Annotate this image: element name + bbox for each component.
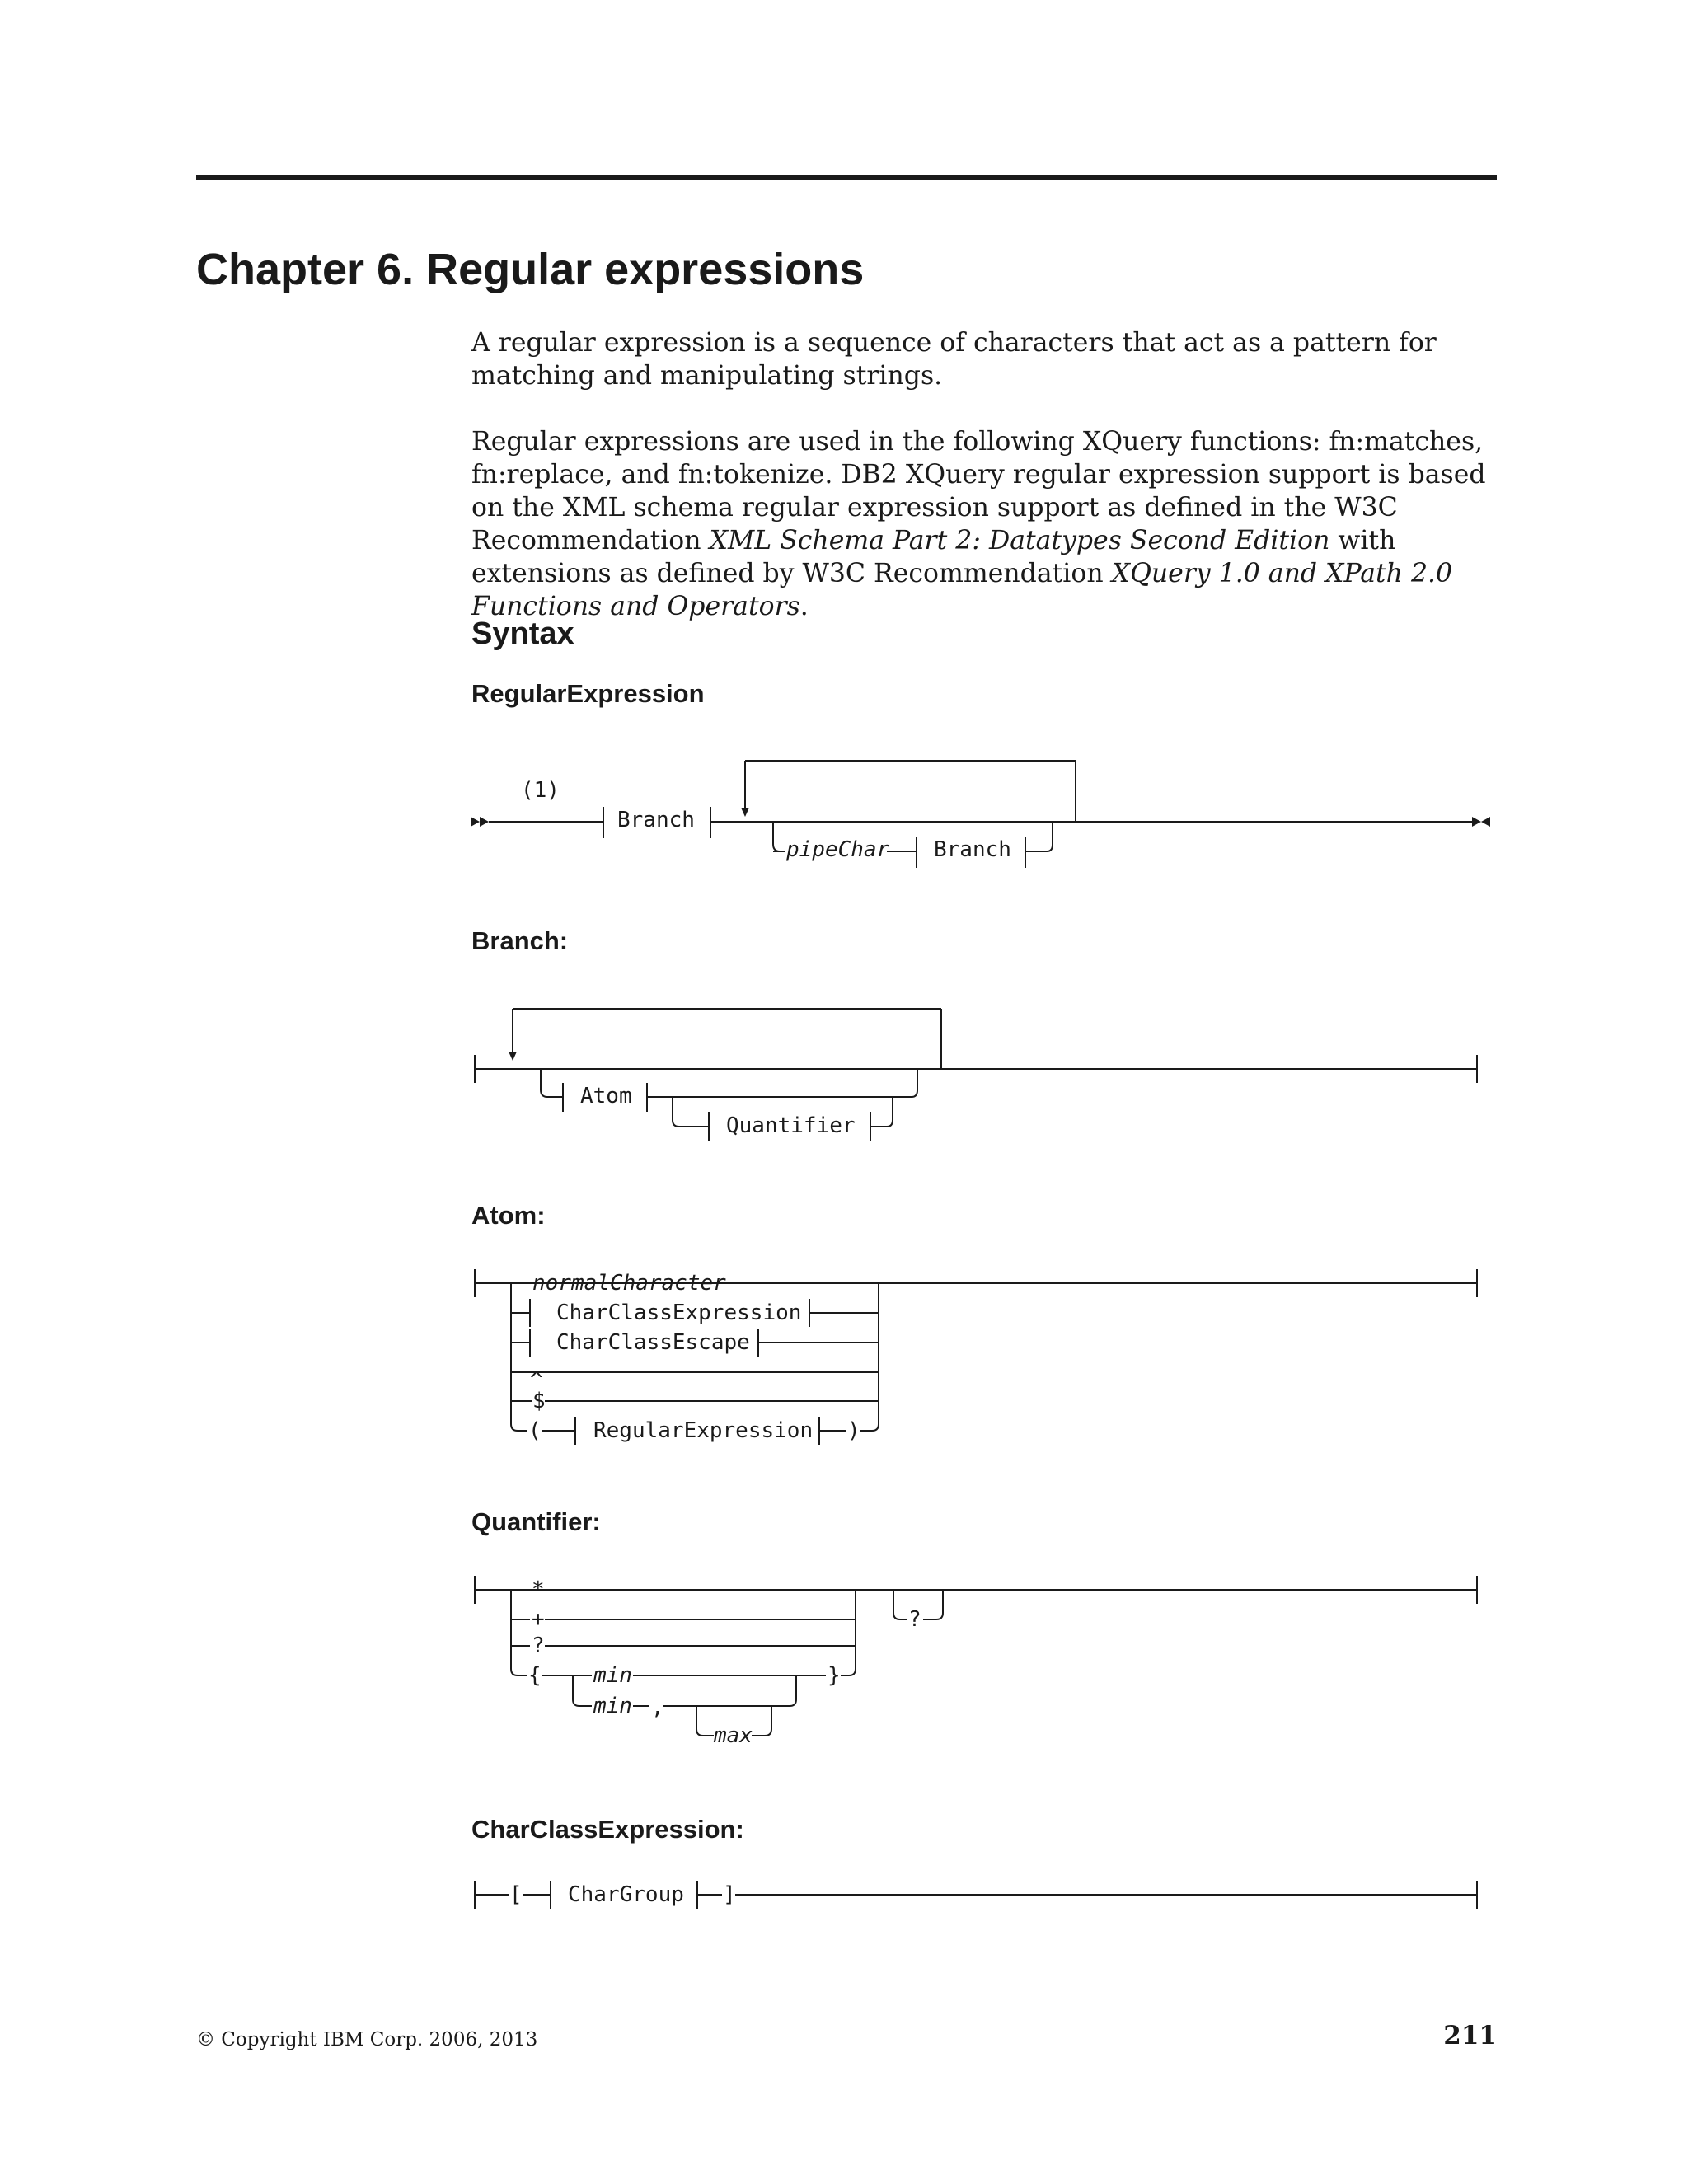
usage-text-part2: with extensions as defined by W3C Recommendation bbox=[471, 526, 1396, 588]
normal-character-terminal: normalCharacter bbox=[532, 1271, 726, 1296]
footnote-ref: (1) bbox=[521, 778, 560, 803]
char-group-nonterminal: CharGroup bbox=[568, 1882, 684, 1907]
plus-terminal: + bbox=[532, 1607, 545, 1632]
open-brace-terminal: { bbox=[528, 1663, 542, 1688]
min-with-comma-terminal: min bbox=[593, 1694, 632, 1718]
close-bracket-terminal: ] bbox=[723, 1882, 736, 1907]
repeat-arrow-icon bbox=[741, 808, 749, 817]
close-brace-terminal: } bbox=[828, 1663, 841, 1688]
start-arrow-icon bbox=[471, 817, 480, 827]
pipe-char-terminal: pipeChar bbox=[786, 837, 890, 862]
end-arrow-icon bbox=[1472, 817, 1481, 827]
footer-copyright: © Copyright IBM Corp. 2006, 2013 bbox=[196, 2029, 538, 2050]
intro-paragraph: A regular expression is a sequence of characters that act as a pattern for matching and manipulating strings. bbox=[471, 328, 1437, 391]
regular-expression-nonterminal: RegularExpression bbox=[593, 1418, 814, 1443]
chapter-title: Chapter 6. Regular expressions bbox=[196, 245, 865, 294]
branch-heading: Branch: bbox=[471, 926, 569, 955]
xquery-functions-reference: XQuery 1.0 and XPath 2.0 Functions and Operators bbox=[471, 559, 1453, 621]
max-terminal: max bbox=[714, 1723, 753, 1748]
branch-diagram bbox=[475, 1009, 1477, 1141]
open-paren-terminal: ( bbox=[528, 1418, 542, 1443]
atom-nonterminal: Atom bbox=[580, 1084, 632, 1108]
quantifier-heading: Quantifier: bbox=[471, 1507, 601, 1536]
usage-text-part1: Regular expressions are used in the following XQuery functions: fn:matches, fn:replace, and fn:tokenize. DB2 XQuery regular expression support is based on the XML schema regular expression support as defined in the W3C Recommendation bbox=[471, 427, 1486, 555]
atom-heading: Atom: bbox=[471, 1201, 546, 1230]
regular-expression-heading: RegularExpression bbox=[471, 679, 705, 708]
usage-text-part3: . bbox=[799, 592, 809, 621]
char-class-expression-nonterminal: CharClassExpression bbox=[556, 1301, 802, 1325]
caret-terminal: ^ bbox=[530, 1368, 543, 1393]
branch-repeat-nonterminal: Branch bbox=[934, 837, 1011, 862]
syntax-heading: Syntax bbox=[471, 616, 574, 651]
page-number: 211 bbox=[1443, 2021, 1497, 2050]
star-terminal: * bbox=[532, 1577, 545, 1602]
min-terminal: min bbox=[593, 1663, 632, 1688]
char-class-escape-nonterminal: CharClassEscape bbox=[556, 1330, 750, 1355]
close-paren-terminal: ) bbox=[847, 1418, 860, 1443]
repeat-arrow-icon bbox=[509, 1052, 517, 1061]
branch-nonterminal: Branch bbox=[617, 808, 695, 832]
lazy-question-terminal: ? bbox=[908, 1607, 921, 1632]
dollar-terminal: $ bbox=[532, 1389, 546, 1413]
char-class-expression-heading: CharClassExpression: bbox=[471, 1815, 744, 1844]
xml-schema-reference: XML Schema Part 2: Datatypes Second Edition bbox=[709, 526, 1330, 555]
quantifier-nonterminal: Quantifier bbox=[726, 1113, 856, 1138]
question-terminal: ? bbox=[532, 1633, 545, 1658]
open-bracket-terminal: [ bbox=[509, 1882, 523, 1907]
comma-terminal: , bbox=[651, 1695, 664, 1720]
